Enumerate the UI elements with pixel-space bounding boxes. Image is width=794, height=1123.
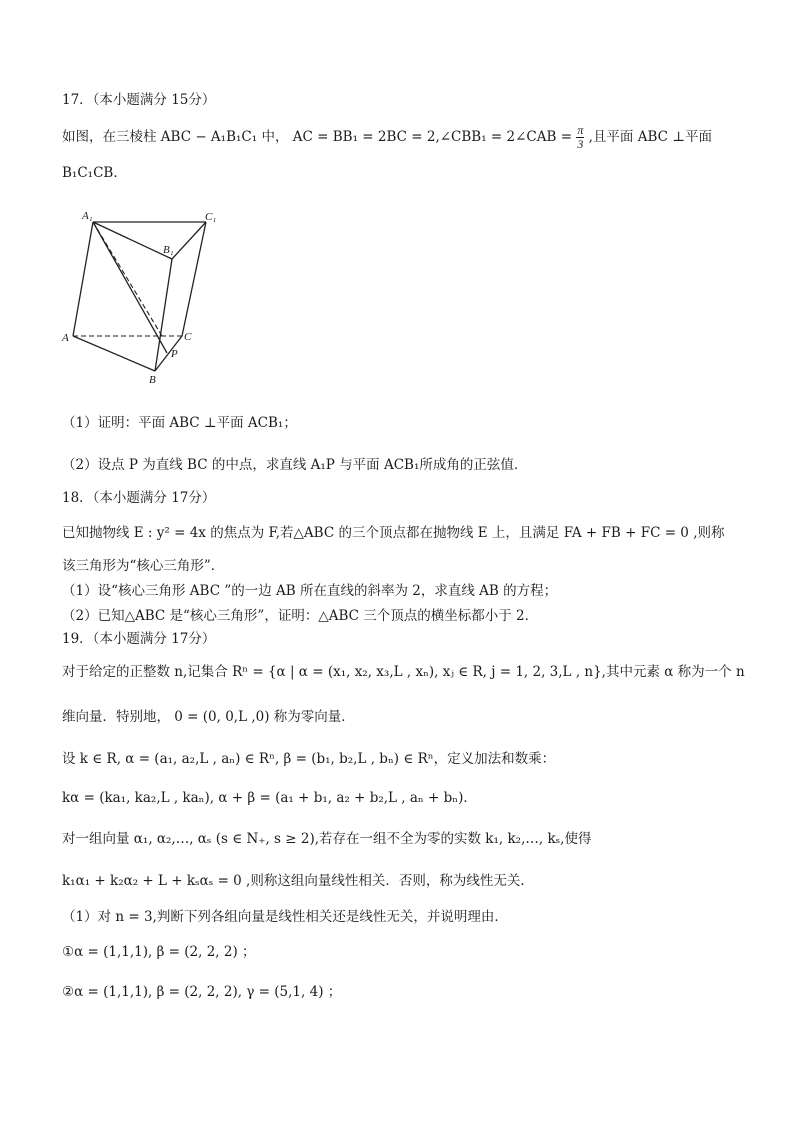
q17-stem-line-1 <box>62 124 712 151</box>
q17-fraction-denominator: 3 <box>577 137 584 151</box>
q19-stem-line-2: 维向量．特别地， 0 = (0, 0,L ,0) 称为零向量． <box>62 709 355 725</box>
q18-part-1: （1）设“核心三角形 ABC ”的一边 AB 所在直线的斜率为 2，求直线 AB 的方程； <box>62 583 558 599</box>
label-b: B <box>149 374 156 385</box>
q17-header: 17．（本小题满分 15分） <box>62 92 216 108</box>
segment-a1p-hidden <box>93 222 162 336</box>
q19-item-2: ②α = (1,1,1), β = (2, 2, 2), γ = (5,1, 4) ； <box>62 984 342 1000</box>
q19-part-1: （1）对 n = 3,判断下列各组向量是线性相关还是线性无关，并说明理由． <box>62 909 508 925</box>
q17-stem-tail: ,且平面 ABC ⊥平面 <box>588 129 712 145</box>
q19-stem-line-5: 对一组向量 α₁, α₂,…, αₛ (s ∈ N₊, s ≥ 2),若存在一组不全为零的实数 k₁, k₂,…, kₛ,使得 <box>62 831 592 847</box>
q17-stem-line-2: B₁C₁CB． <box>62 165 127 181</box>
label-b1: B₁ <box>163 244 174 256</box>
edge-c1b1 <box>172 222 206 259</box>
q18-stem-line-2: 该三角形为“核心三角形”． <box>62 558 225 574</box>
label-c: C <box>184 331 192 343</box>
label-c1: C₁ <box>205 211 217 223</box>
segment-a1p <box>93 222 167 353</box>
prism-figure <box>60 205 220 385</box>
q17-part-2: （2）设点 P 为直线 BC 的中点，求直线 A₁P 与平面 ACB₁所成角的正弦值． <box>62 457 528 473</box>
label-a: A <box>62 332 69 344</box>
edge-b1b <box>155 259 172 371</box>
q18-stem-line-1: 已知抛物线 E : y² = 4x 的焦点为 F,若△ABC 的三个顶点都在抛物线 E 上，且满足 FA + FB + FC = 0 ,则称 <box>62 525 725 541</box>
edge-a1b1 <box>93 222 172 259</box>
q19-stem-line-6: k₁α₁ + k₂α₂ + L + kₛαₛ = 0 ,则称这组向量线性相关．否则，称为线性无关． <box>62 873 534 889</box>
label-a1: A₁ <box>82 210 93 222</box>
q18-header: 18．（本小题满分 17分） <box>62 490 216 506</box>
q19-stem-line-1: 对于给定的正整数 n,记集合 Rⁿ = {α | α = (x₁, x₂, x₃,L , xₙ), xⱼ ∈ R, j = 1, 2, 3,L , n},其中元素 α 称为一个 n <box>62 664 745 680</box>
q19-item-1: ①α = (1,1,1), β = (2, 2, 2) ； <box>62 944 256 960</box>
edge-ab <box>73 336 155 371</box>
edge-c1c <box>182 222 206 336</box>
q17-fraction-numerator: π <box>577 123 584 137</box>
q18-part-2: （2）已知△ABC 是“核心三角形”，证明：△ABC 三个顶点的横坐标都小于 2． <box>62 608 539 624</box>
q17-stem-text: 如图，在三棱柱 ABC − A₁B₁C₁ 中， AC = BB₁ = 2BC = 2,∠CBB₁ = 2∠CAB = <box>62 129 573 145</box>
label-p: P <box>171 348 178 360</box>
q17-part-1: （1）证明：平面 ABC ⊥平面 ACB₁； <box>62 415 297 431</box>
q19-stem-line-4: kα = (ka₁, ka₂,L , kaₙ), α + β = (a₁ + b₁, a₂ + b₂,L , aₙ + bₙ)． <box>62 790 477 806</box>
edge-a1a <box>73 222 93 336</box>
q17-fraction <box>576 124 584 151</box>
q19-header: 19．（本小题满分 17分） <box>62 631 216 647</box>
q19-stem-line-3: 设 k ∈ R, α = (a₁, a₂,L , aₙ) ∈ Rⁿ, β = (b₁, b₂,L , bₙ) ∈ Rⁿ，定义加法和数乘： <box>62 751 556 767</box>
